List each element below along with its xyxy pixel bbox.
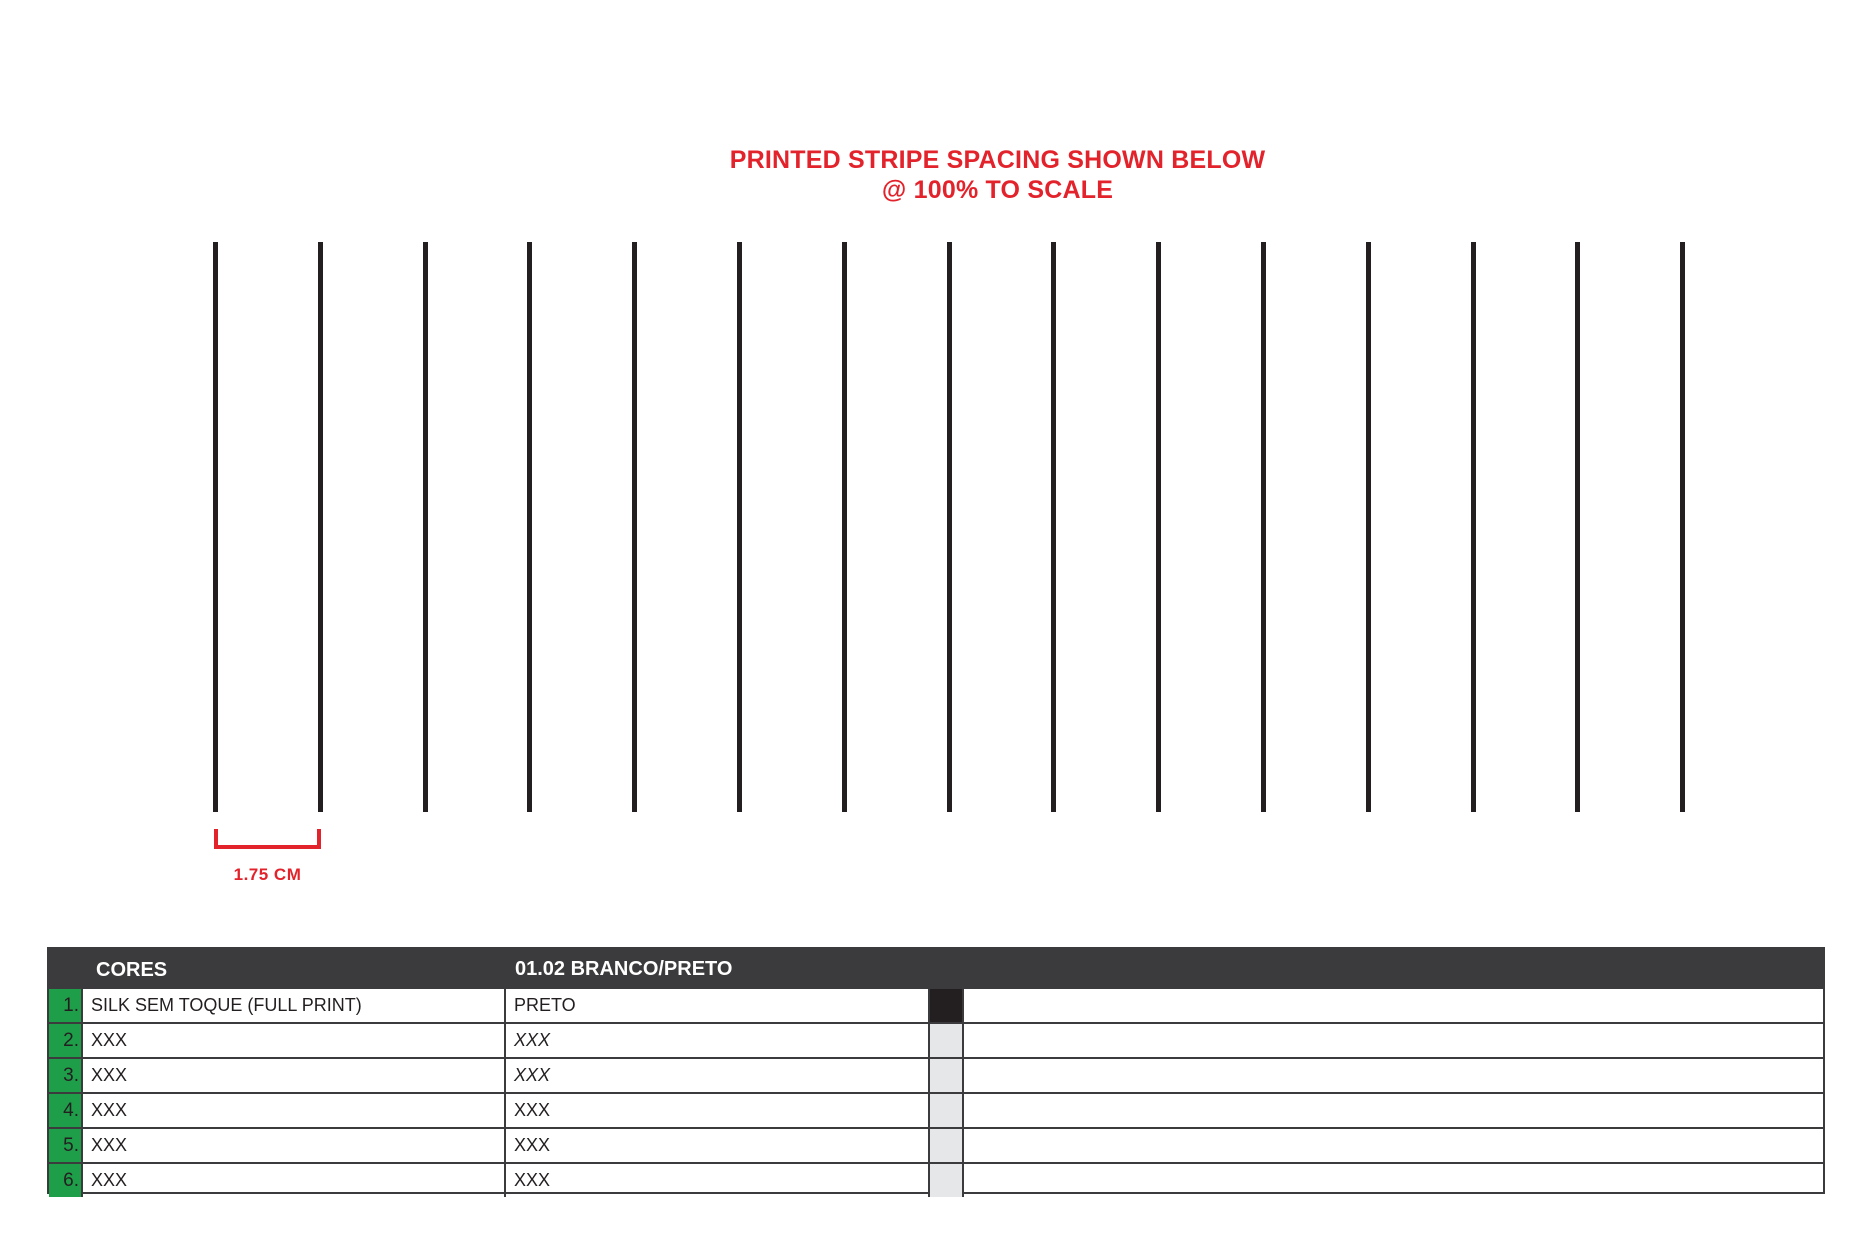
- stripe-line: [423, 242, 428, 812]
- table-row: [49, 1022, 1823, 1057]
- table-row: [49, 1162, 1823, 1197]
- stripe-line: [1680, 242, 1685, 812]
- stripe-line: [947, 242, 952, 812]
- colors-table: [47, 947, 1825, 1194]
- row-number: 4.: [49, 1094, 83, 1127]
- row-part: SILK SEM TOQUE (FULL PRINT): [91, 995, 362, 1015]
- table-header: [49, 949, 1823, 989]
- color-swatch: [928, 1024, 964, 1057]
- color-swatch: [928, 1129, 964, 1162]
- stripe-line: [1261, 242, 1266, 812]
- row-color: XXX: [504, 1094, 928, 1127]
- stripe-line: [1575, 242, 1580, 812]
- heading-line-2: @ 100% TO SCALE: [881, 176, 1114, 204]
- spacing-bracket: [214, 829, 321, 849]
- row-number: 5.: [49, 1129, 83, 1162]
- stripe-line: [213, 242, 218, 812]
- color-swatch: [928, 1094, 964, 1127]
- row-color: XXX: [504, 1024, 928, 1057]
- row-color: PRETO: [504, 989, 928, 1022]
- row-part: XXX: [91, 1135, 128, 1155]
- row-color: XXX: [504, 1059, 928, 1092]
- table-row: [49, 1092, 1823, 1127]
- row-part: XXX: [91, 1065, 128, 1085]
- row-color: XXX: [504, 1129, 928, 1162]
- row-number: 6.: [49, 1164, 83, 1197]
- stripe-line: [737, 242, 742, 812]
- stripe-line: [1366, 242, 1371, 812]
- spacing-label: 1.75 CM: [233, 865, 302, 884]
- stripe-line: [527, 242, 532, 812]
- table-row: [49, 1127, 1823, 1162]
- color-swatch: [928, 1059, 964, 1092]
- stripe-line: [318, 242, 323, 812]
- color-swatch: [928, 989, 964, 1022]
- header-variant: 01.02 BRANCO/PRETO: [515, 958, 733, 980]
- color-swatch: [928, 1164, 964, 1197]
- row-part: XXX: [91, 1030, 128, 1050]
- stripe-line: [1156, 242, 1161, 812]
- row-number: 2.: [49, 1024, 83, 1057]
- table-row: [49, 987, 1823, 1022]
- header-cores: CORES: [96, 959, 168, 981]
- row-number: 3.: [49, 1059, 83, 1092]
- stripe-line: [632, 242, 637, 812]
- stripe-line: [1051, 242, 1056, 812]
- row-part: XXX: [91, 1100, 128, 1120]
- row-color: XXX: [504, 1164, 928, 1197]
- stripe-line: [842, 242, 847, 812]
- table-row: [49, 1057, 1823, 1092]
- heading-line-1: PRINTED STRIPE SPACING SHOWN BELOW: [729, 146, 1266, 174]
- stripe-line: [1471, 242, 1476, 812]
- row-number: 1.: [49, 989, 83, 1022]
- row-part: XXX: [91, 1170, 128, 1190]
